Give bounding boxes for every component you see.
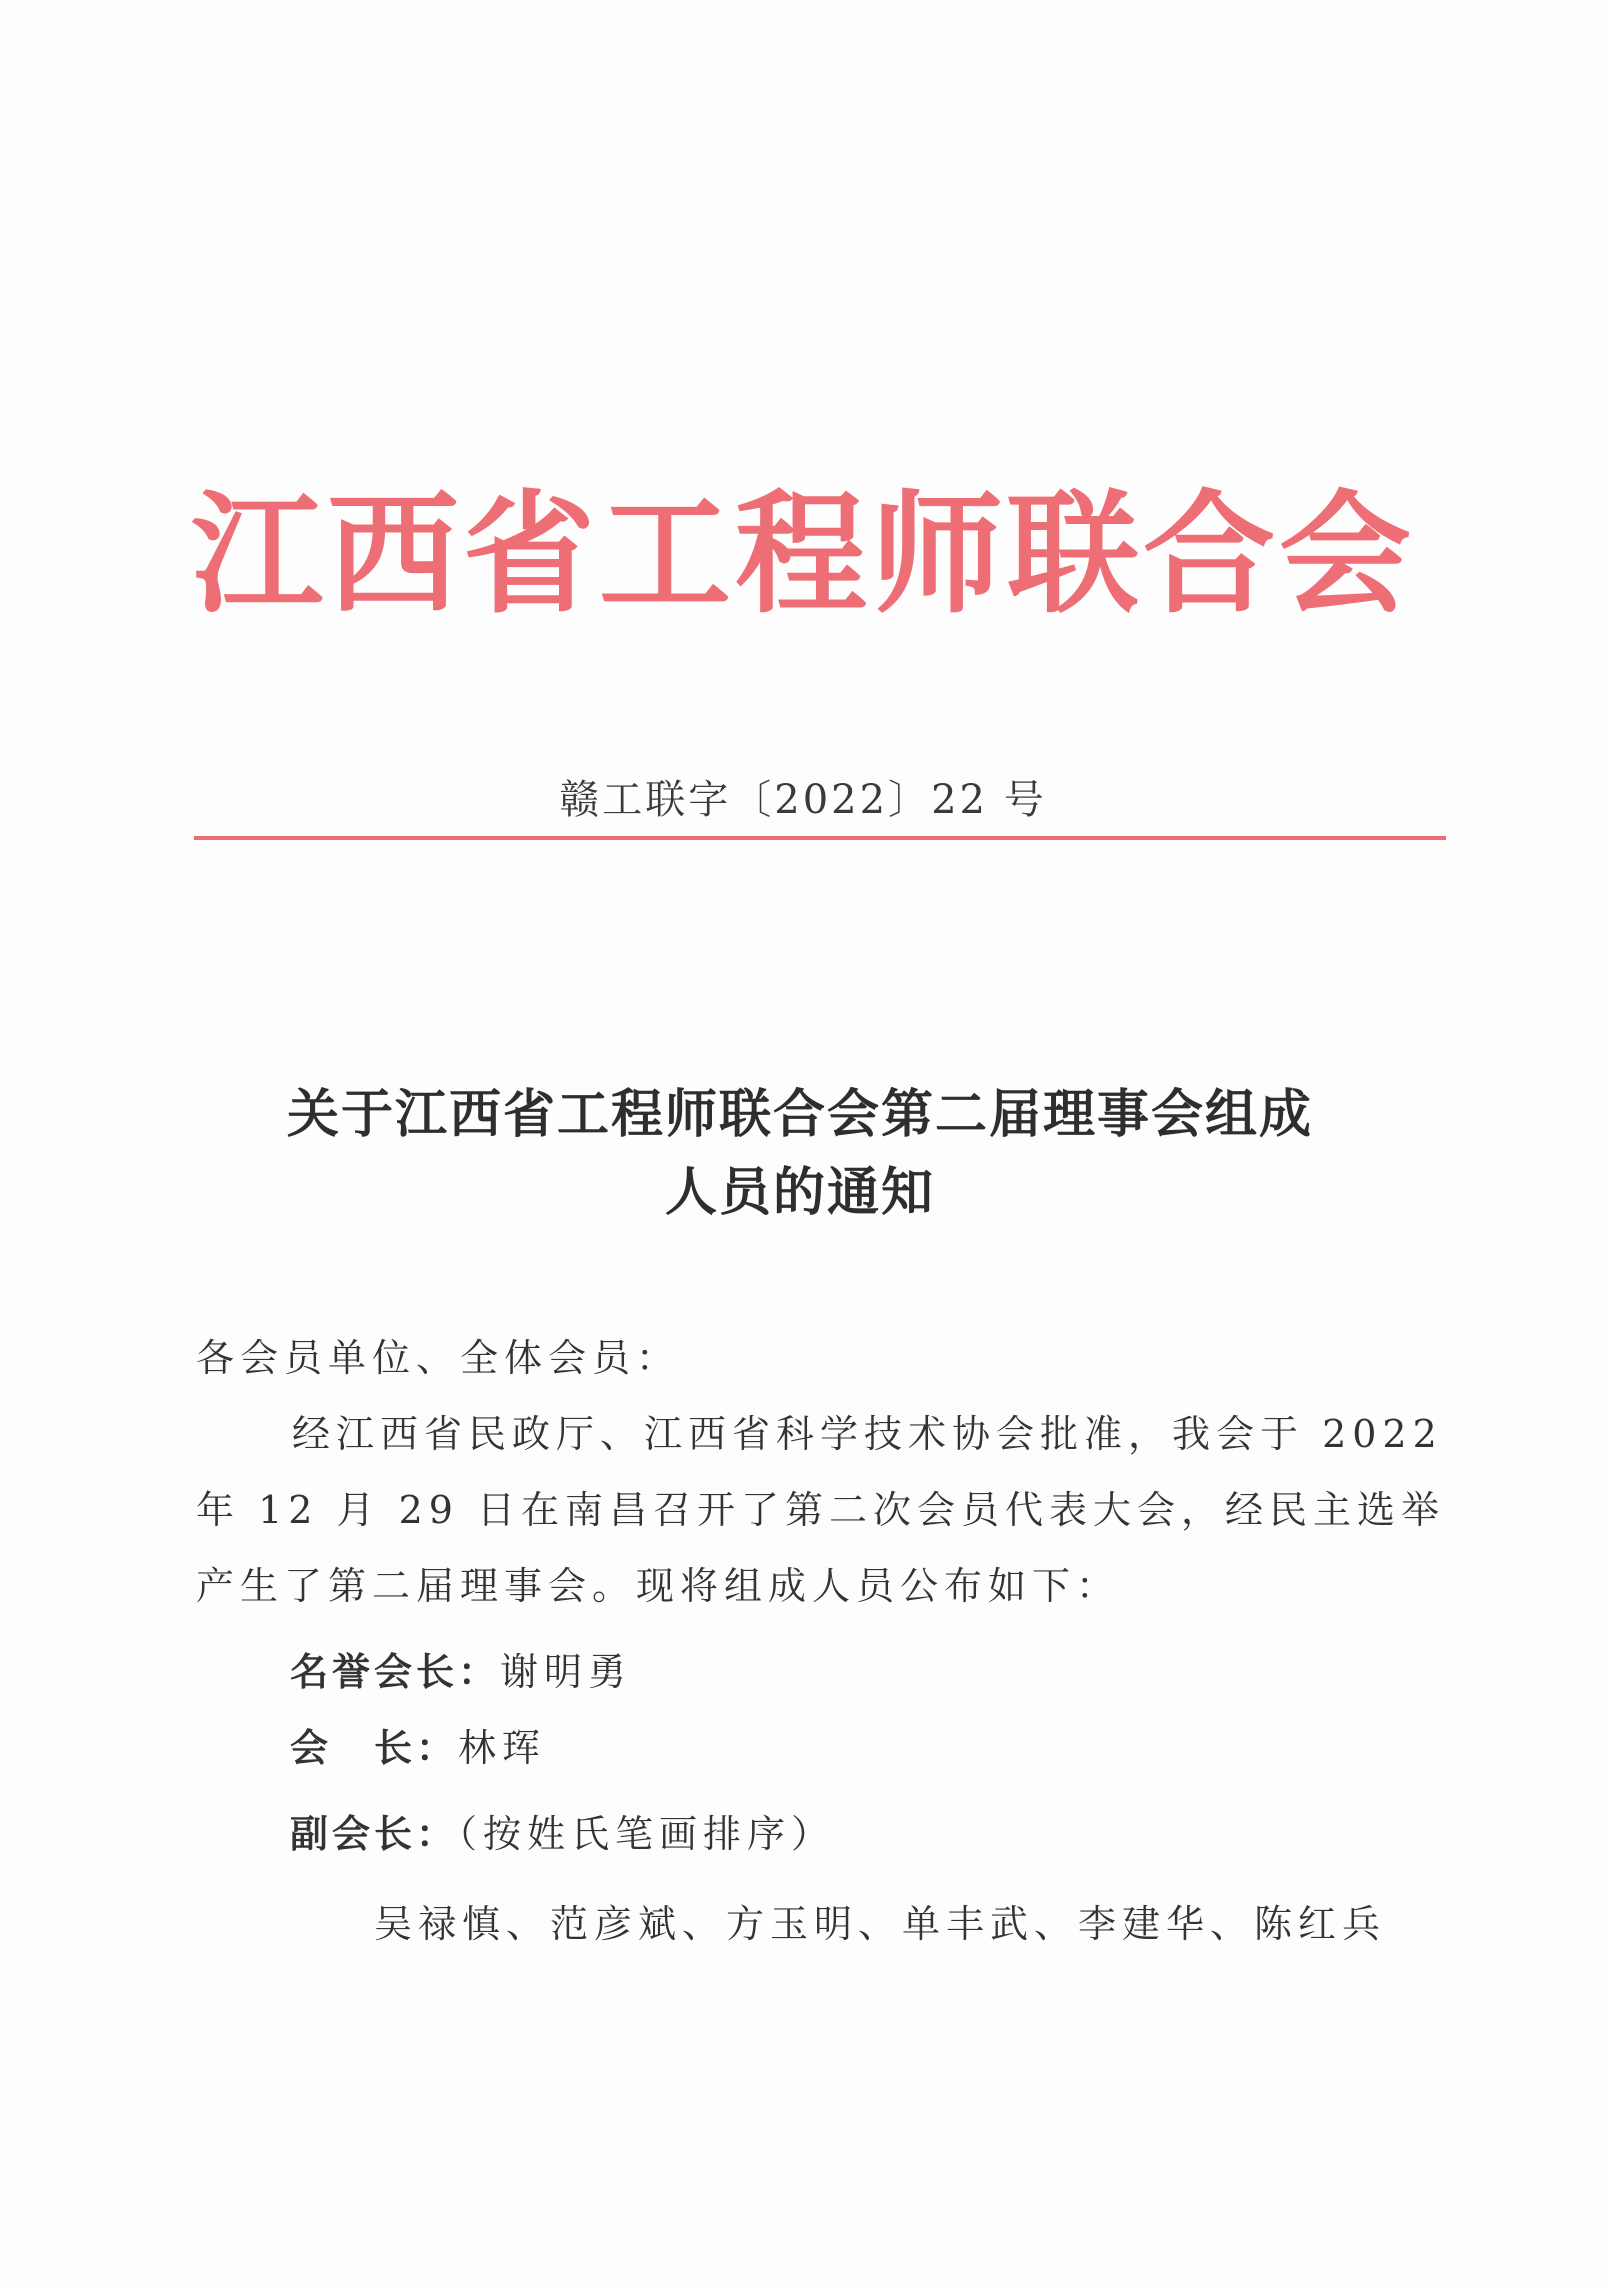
notice-title-line-1: 关于江西省工程师联合会第二届理事会组成	[286, 1085, 1313, 1145]
honorary-president-row	[290, 1644, 632, 1700]
salutation: 各会员单位、全体会员：	[196, 1336, 681, 1380]
honorary-president-label: 名誉会长：	[290, 1650, 501, 1694]
red-divider-line	[194, 836, 1446, 840]
president-row	[290, 1720, 546, 1776]
honorary-president-name: 谢明勇	[500, 1650, 633, 1694]
president-name: 林珲	[458, 1726, 547, 1770]
president-label: 会 长：	[290, 1726, 459, 1770]
vice-president-label: 副会长：	[290, 1812, 459, 1856]
vice-president-names: 吴禄慎、范彦斌、方玉明、单丰武、李建华、陈红兵	[374, 1902, 1387, 1946]
notice-title-line-2: 人员的通知	[664, 1163, 935, 1223]
paragraph-line-3: 产生了第二届理事会。现将组成人员公布如下：	[196, 1564, 1121, 1608]
vice-president-note: （按姓氏笔画排序）	[458, 1812, 836, 1856]
paragraph-line-2: 年 12 月 29 日在南昌召开了第二次会员代表大会，经民主选举	[196, 1488, 1446, 1532]
document-number: 赣工联字〔2022〕22 号	[559, 777, 1047, 823]
vice-president-row	[290, 1806, 835, 1862]
paragraph-line-1: 经江西省民政厅、江西省科学技术协会批准，我会于 2022	[292, 1412, 1443, 1456]
masthead-title: 江西省工程师联合会	[191, 478, 1415, 632]
